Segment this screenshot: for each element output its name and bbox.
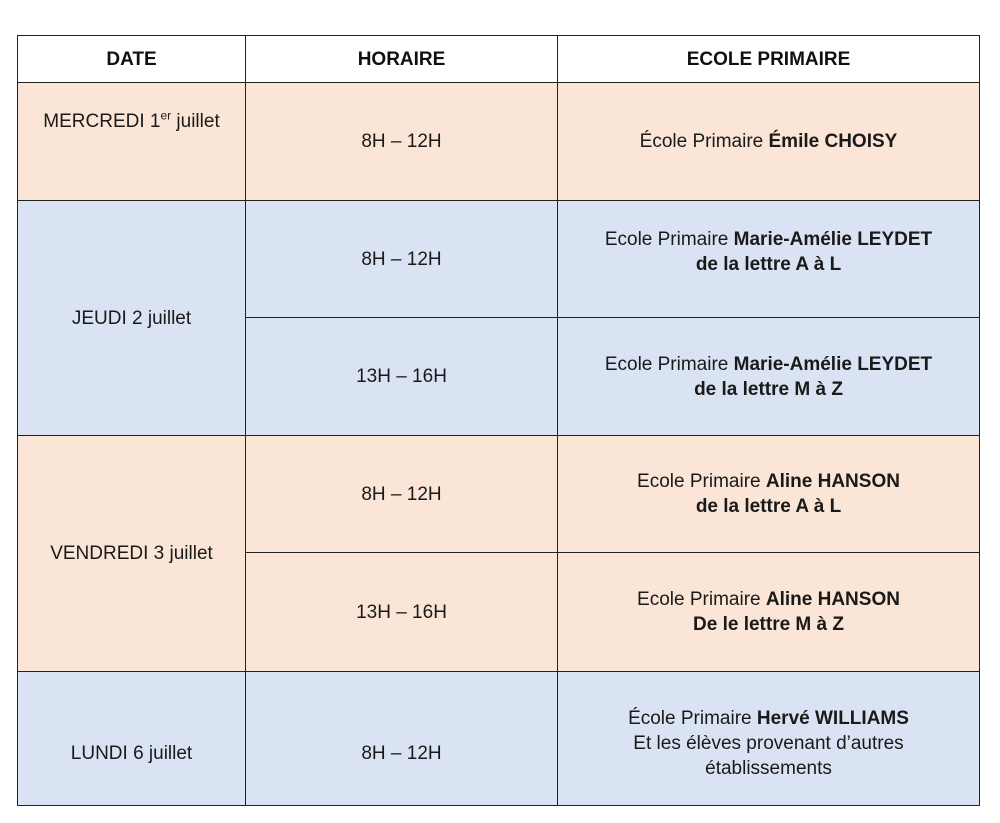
- header-horaire: HORAIRE: [246, 36, 558, 83]
- ecole-line-2: Et les élèves provenant d’autres: [633, 733, 904, 754]
- horaire-cell: 8H – 12H: [246, 436, 558, 553]
- table-row: [18, 83, 980, 201]
- ecole-range: de la lettre A à L: [695, 496, 842, 517]
- date-prefix: MERCREDI 1: [43, 111, 161, 132]
- ecole-name: Émile CHOISY: [768, 131, 898, 152]
- ecole-prefix: Ecole Primaire: [604, 229, 734, 250]
- table-row: [18, 672, 980, 806]
- ecole-line-3: établissements: [705, 758, 832, 779]
- date-cell: LUNDI 6 juillet: [18, 672, 246, 806]
- table-row: [18, 201, 980, 318]
- ecole-name: Marie-Amélie LEYDET: [733, 353, 933, 375]
- header-ecole: ECOLE PRIMAIRE: [558, 36, 980, 83]
- ecole-cell: [558, 553, 980, 672]
- ecole-prefix: Ecole Primaire: [637, 589, 766, 610]
- ecole-name: Aline HANSON: [765, 471, 900, 492]
- horaire-cell: 13H – 16H: [246, 553, 558, 672]
- ecole-cell: [558, 318, 980, 436]
- date-superscript: er: [160, 108, 172, 123]
- ecole-prefix: Ecole Primaire: [604, 353, 734, 375]
- horaire-cell: 13H – 16H: [246, 318, 558, 436]
- ecole-cell: [558, 436, 980, 553]
- header-row: [18, 36, 980, 83]
- schedule-table: [17, 35, 980, 806]
- ecole-range: de la lettre A à L: [695, 254, 842, 275]
- horaire-cell: 8H – 12H: [246, 83, 558, 201]
- date-cell: VENDREDI 3 juillet: [18, 436, 246, 672]
- header-date: DATE: [18, 36, 246, 83]
- ecole-prefix: Ecole Primaire: [637, 471, 766, 492]
- date-cell: [18, 83, 246, 201]
- ecole-range: de la lettre M à Z: [694, 378, 843, 400]
- horaire-cell: 8H – 12H: [246, 672, 558, 806]
- ecole-name: Aline HANSON: [765, 589, 900, 610]
- date-cell: JEUDI 2 juillet: [18, 201, 246, 436]
- ecole-range: De le lettre M à Z: [693, 614, 844, 635]
- ecole-prefix: École Primaire: [628, 708, 757, 729]
- ecole-cell: [558, 672, 980, 806]
- horaire-cell: 8H – 12H: [246, 201, 558, 318]
- date-suffix: juillet: [171, 111, 220, 132]
- ecole-name: Hervé WILLIAMS: [756, 708, 909, 729]
- ecole-name: Marie-Amélie LEYDET: [733, 229, 933, 250]
- ecole-cell: [558, 201, 980, 318]
- ecole-prefix: École Primaire: [639, 131, 769, 152]
- table-row: [18, 436, 980, 553]
- ecole-cell: [558, 83, 980, 201]
